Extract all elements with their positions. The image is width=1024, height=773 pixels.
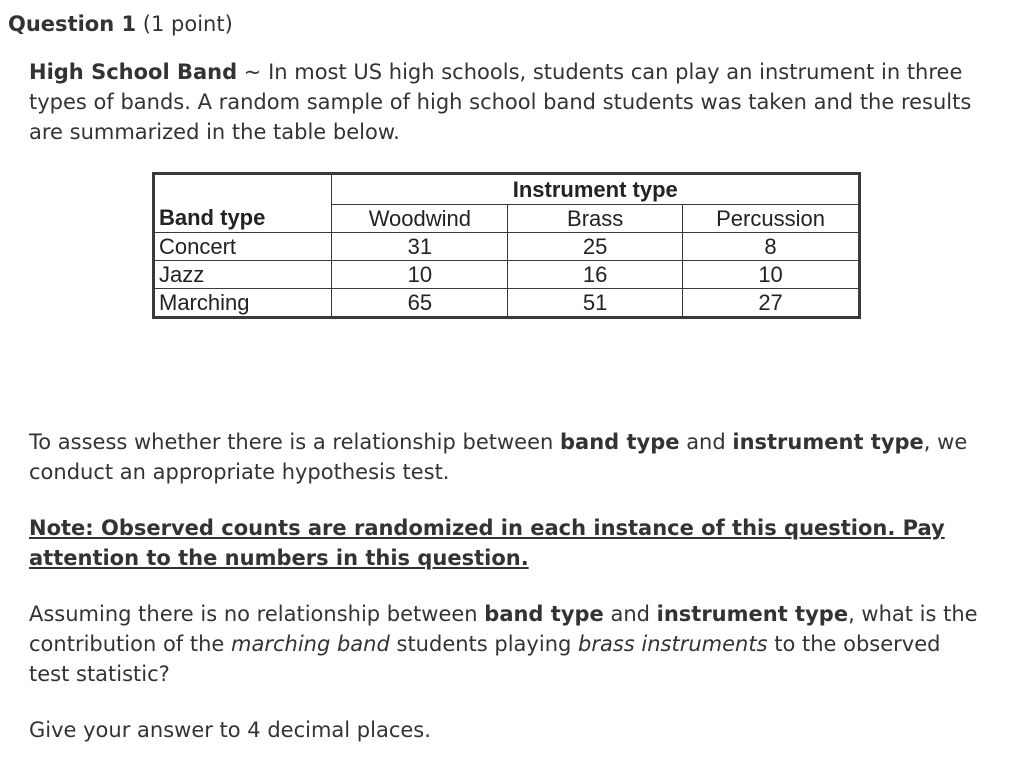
assess-text: To assess whether there is a relationship between — [29, 430, 561, 454]
assess-text: , we conduct an appropriate hypothesis test. — [29, 430, 968, 484]
question-italic-brass-instruments: brass instruments — [578, 632, 768, 656]
instrument-type-header: Instrument type — [332, 174, 860, 205]
table-cell: 27 — [683, 289, 860, 318]
table-row — [154, 261, 860, 289]
assess-bold-instrument-type: instrument type — [732, 430, 924, 454]
question-bold-instrument-type: instrument type — [656, 602, 849, 626]
question-text: to the observed test statistic? — [29, 632, 941, 686]
table-row — [154, 233, 860, 261]
question-paragraph — [29, 599, 979, 689]
question-points: (1 point) — [142, 12, 233, 36]
question-text: , what is the contribution of the — [29, 602, 978, 656]
table-cell: 25 — [508, 233, 683, 261]
table-cell: 51 — [508, 289, 683, 318]
table-cell: 65 — [332, 289, 508, 318]
table-cell: 8 — [683, 233, 860, 261]
question-text: students playing — [389, 632, 579, 656]
note-paragraph — [29, 513, 979, 573]
question-bold-band-type: band type — [484, 602, 604, 626]
corner-header: Band type — [154, 174, 332, 233]
question-italic-marching-band: marching band — [231, 632, 390, 656]
row-label-concert: Concert — [154, 233, 332, 261]
table-cell: 10 — [683, 261, 860, 289]
col-header-brass: Brass — [508, 205, 683, 233]
table-cell: 10 — [332, 261, 508, 289]
row-label-marching: Marching — [154, 289, 332, 318]
question-title: Question 1 — [8, 12, 137, 36]
assess-bold-band-type: band type — [560, 430, 680, 454]
question-header — [8, 10, 233, 38]
table-cell: 31 — [332, 233, 508, 261]
row-label-jazz: Jazz — [154, 261, 332, 289]
table-cell: 16 — [508, 261, 683, 289]
instruction-text: Give your answer to 4 decimal places. — [29, 718, 431, 742]
intro-paragraph — [29, 57, 979, 147]
band-instrument-table — [152, 172, 861, 319]
table-row — [154, 289, 860, 318]
intro-bold-lead: High School Band — [29, 60, 238, 84]
instruction-paragraph — [29, 715, 979, 745]
note-text: Note: Observed counts are randomized in each instance of this question. Pay attention to the numbers in this question. — [29, 516, 945, 570]
col-header-percussion: Percussion — [683, 205, 860, 233]
intro-text: ~ In most US high schools, students can play an instrument in three types of bands. A random sample of high school band students was taken and the results are summarized in the table below. — [29, 60, 972, 144]
assess-text: and — [679, 430, 733, 454]
question-text: Assuming there is no relationship between — [29, 602, 485, 626]
question-text: and — [603, 602, 657, 626]
assess-paragraph — [29, 427, 979, 487]
col-header-woodwind: Woodwind — [332, 205, 508, 233]
